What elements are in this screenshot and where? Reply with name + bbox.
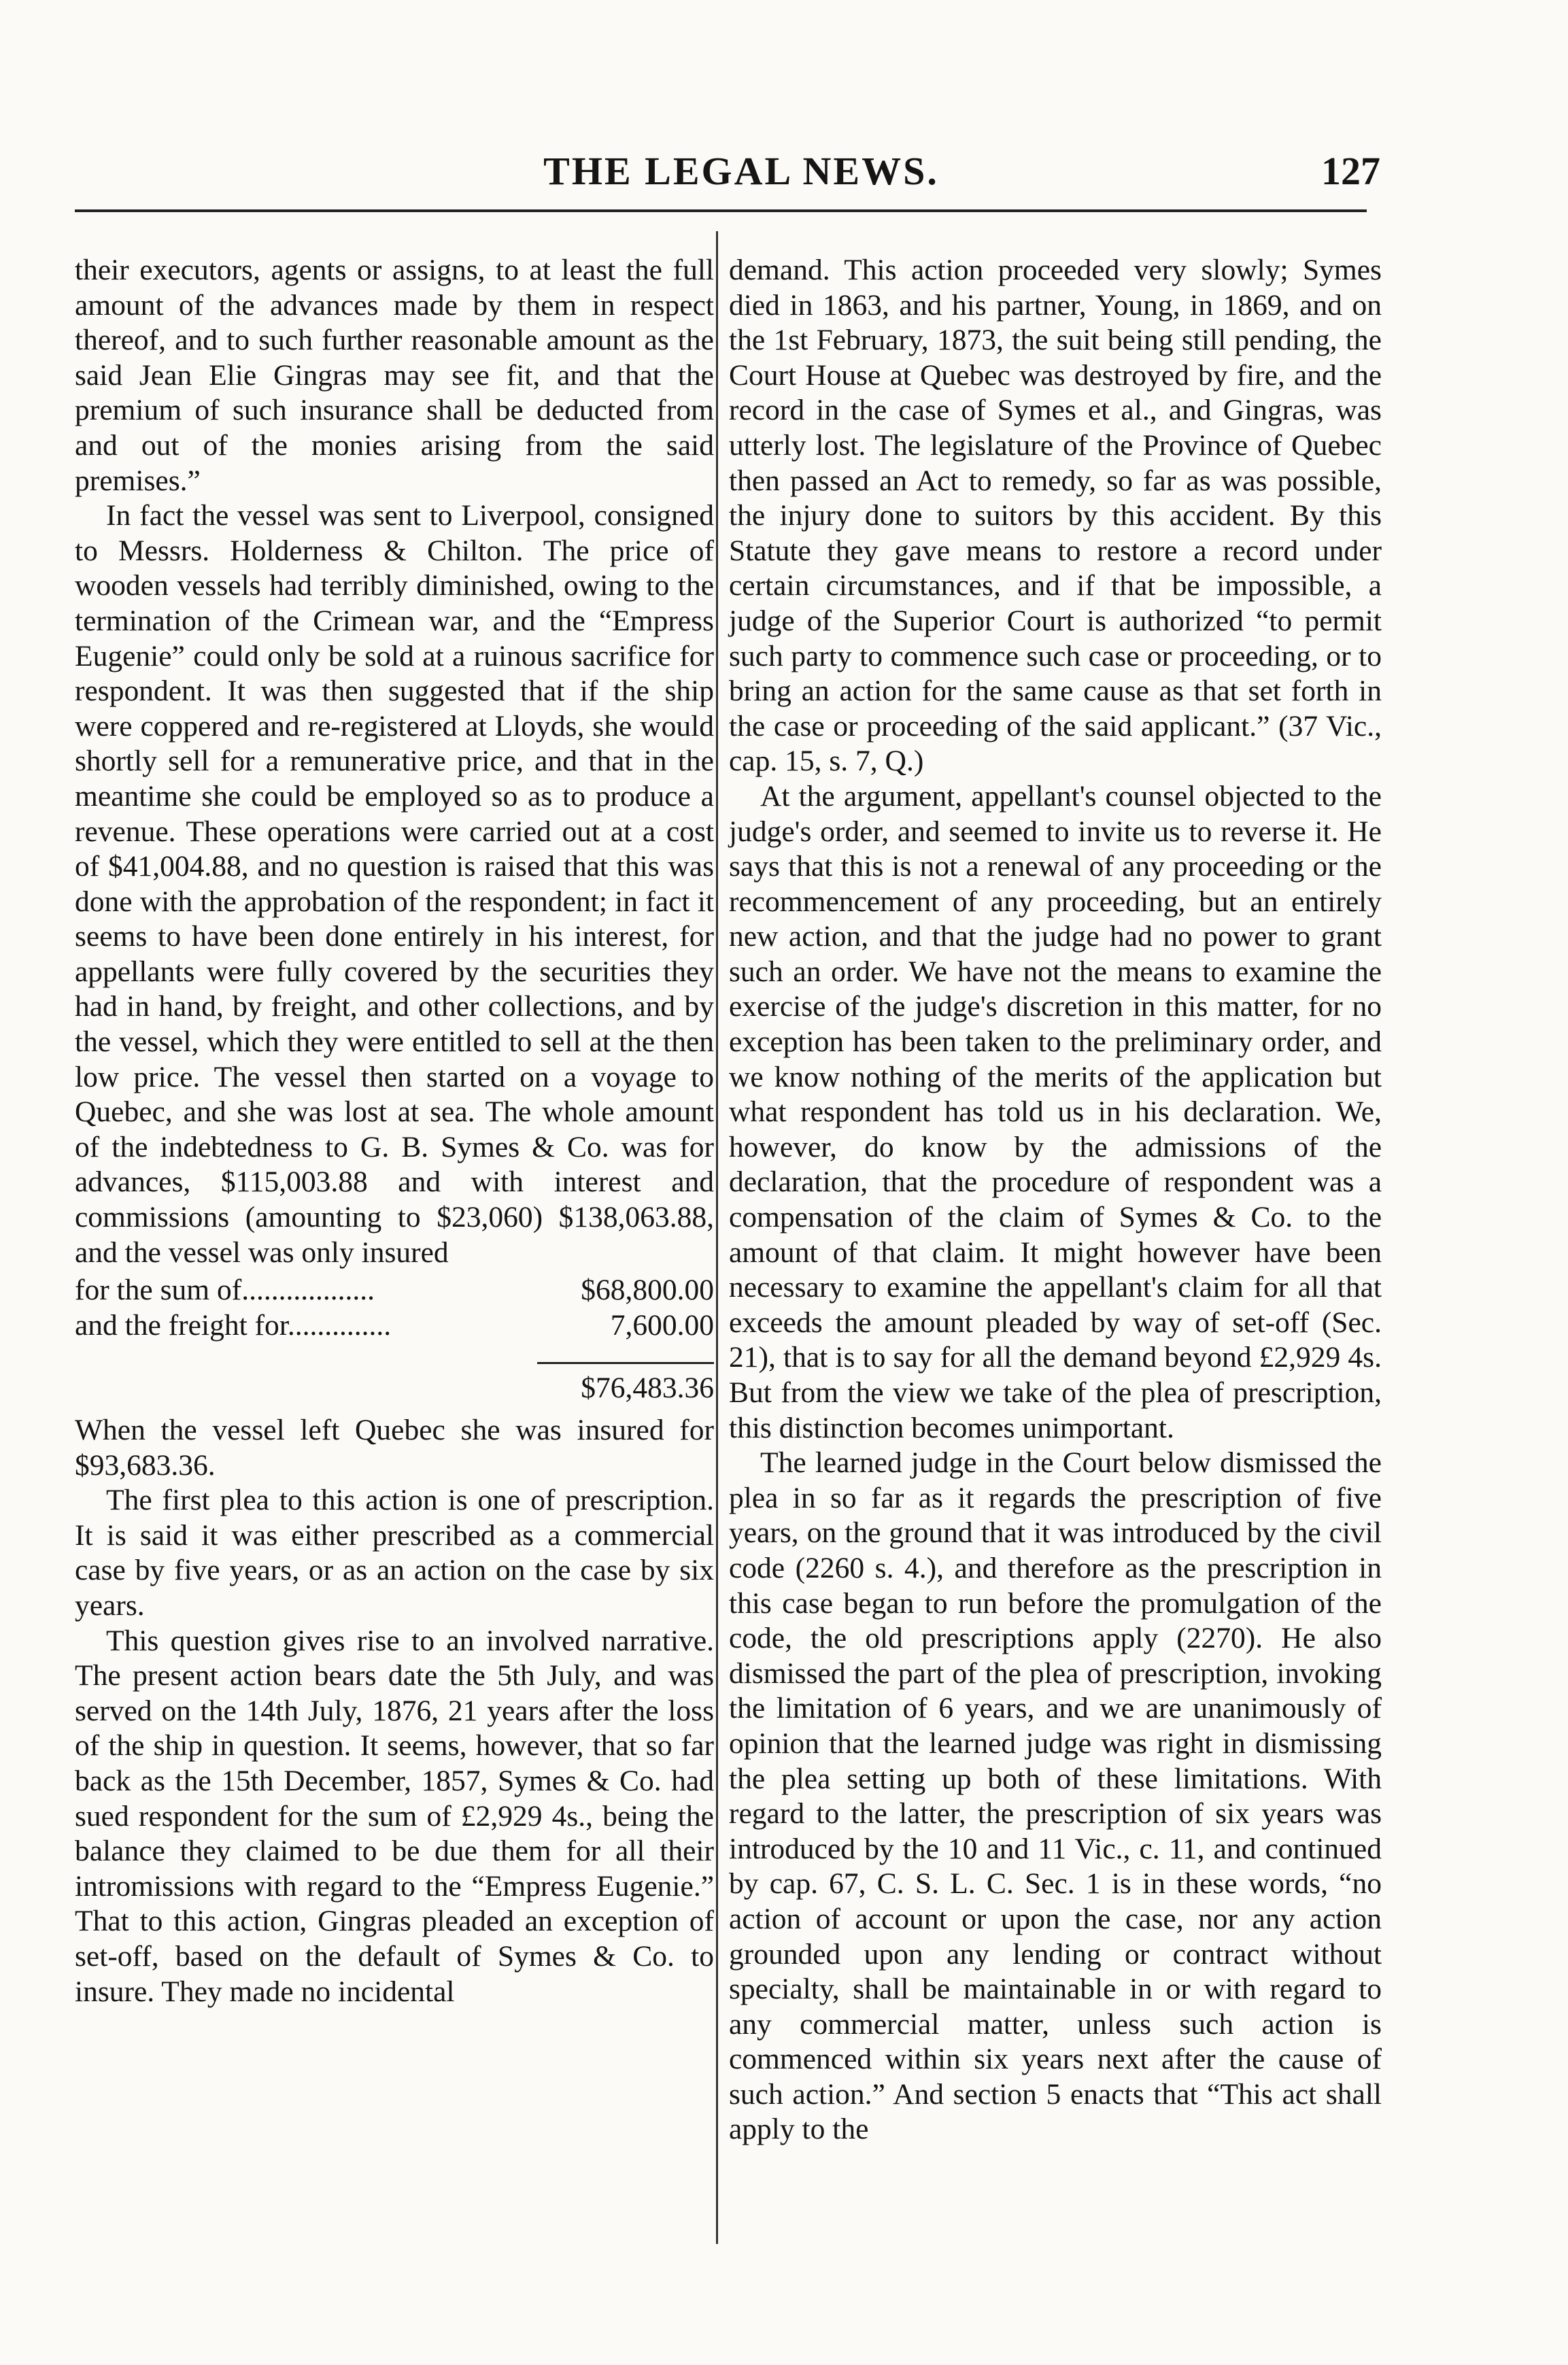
column-divider: [716, 231, 718, 2244]
ledger-label-insured: for the sum of..................: [75, 1274, 375, 1307]
ledger-value-freight: 7,600.00: [610, 1308, 714, 1342]
left-paragraph-4: The first plea to this action is one of prescription. It is said it was either prescribed as a commercial case by five years, or as an action on the case by six years.: [75, 1484, 714, 1622]
right-paragraph-2: At the argument, appellant's counsel objected to the judge's order, and seemed to invite us to reverse it. He says that this is not a renewal of any proceeding or the recommencement of any proceeding, but an entirely new action, and that the judge had no power to grant such an order. We have not the means to examine the exercise of the judge's discretion in this matter, for no exception has been taken to the preliminary order, and we know nothing of the merits of the application but what respondent has told us in his declaration. We, however, do know by the admissions of the declaration, that the procedure of respondent was a compensation of the claim of Symes & Co. to the amount of that claim. It might however have been necessary to examine the appellant's claim for all that exceeds the amount pleaded by way of set-off (Sec. 21), that is to say for all the demand beyond £2,929 4s. But from the view we take of the plea of prescription, this distinction becomes unimportant.: [729, 779, 1382, 1444]
left-paragraph-1: their executors, agents or assigns, to at least the full amount of the advances made by them in respect thereof, and to such further reasonable amount as the said Jean Elie Gingras may see fit, and that the premium of such insurance shall be deducted from and out of the monies arising from the said premises.”: [75, 254, 714, 497]
left-paragraph-3: When the vessel left Quebec she was insured for $93,683.36.: [75, 1414, 714, 1482]
ledger-row-freight: [75, 1308, 714, 1344]
page-header: [75, 148, 1408, 203]
ledger-total: $76,483.36: [537, 1362, 714, 1406]
page-number: 127: [1321, 149, 1380, 193]
insurance-ledger: [75, 1273, 714, 1406]
left-column: [75, 253, 714, 2009]
right-paragraph-3: The learned judge in the Court below dismissed the plea in so far as it regards the prescription of five years, on the ground that it was introduced by the civil code (2260 s. 4.), and therefore as the prescription in this case began to run before the promulgation of the code, the old prescriptions apply (2270). He also dismissed the part of the plea of prescription, invoking the limitation of 6 years, and we are unanimously of opinion that the learned judge was right in dismissing the plea setting up both of these limitations. With regard to the latter, the prescription of six years was introduced by the 10 and 11 Vic., c. 11, and continued by cap. 67, C. S. L. C. Sec. 1 is in these words, “no action of account or upon the case, nor any action grounded upon any lending or contract without specialty, shall be maintainable in or with regard to any commercial matter, unless such action is commenced within six years next after the cause of such action.” And section 5 enacts that “This act shall apply to the: [729, 1446, 1382, 2146]
running-title: THE LEGAL NEWS.: [543, 149, 939, 193]
ledger-label-freight: and the freight for..............: [75, 1308, 392, 1342]
right-paragraph-1: demand. This action proceeded very slowly; Symes died in 1863, and his partner, Young, in 1869, and on the 1st February, 1873, the suit being still pending, the Court House at Quebec was destroyed by fire, and the record in the case of Symes et al., and Gingras, was utterly lost. The legislature of the Province of Quebec then passed an Act to remedy, so far as was possible, the injury done to suitors by this accident. By this Statute they gave means to restore a record under certain circumstances, and if that be impossible, a judge of the Superior Court is authorized “to permit such party to commence such case or proceeding, or to bring an action for the same cause as that set forth in the case or proceeding of the said applicant.” (37 Vic., cap. 15, s. 7, Q.): [729, 254, 1382, 778]
right-column: [729, 253, 1382, 2147]
header-rule: [75, 209, 1367, 212]
left-paragraph-5: This question gives rise to an involved narrative. The present action bears date the 5th July, and was served on the 14th July, 1876, 21 years after the loss of the ship in question. It seems, however, that so far back as the 15th December, 1857, Symes & Co. had sued respondent for the sum of £2,929 4s., being the balance they claimed to be due them for all their intromissions with regard to the “Empress Eugenie.” That to this action, Gingras pleaded an exception of set-off, based on the default of Symes & Co. to insure. They made no incidental: [75, 1624, 714, 2008]
ledger-row-insured: [75, 1273, 714, 1308]
ledger-value-insured: $68,800.00: [581, 1274, 714, 1307]
left-paragraph-2: In fact the vessel was sent to Liverpool, consigned to Messrs. Holderness & Chilton. The price of wooden vessels had terribly diminished, owing to the termination of the Crimean war, and the “Empress Eugenie” could only be sold at a ruinous sacrifice for respondent. It was then suggested that if the ship were coppered and re-registered at Lloyds, she would shortly sell for a remunerative price, and that in the meantime she could be employed so as to produce a revenue. These operations were carried out at a cost of $41,004.88, and no question is raised that this was done with the approbation of the respondent; in fact it seems to have been done entirely in his interest, for appellants were fully covered by the securities they had in hand, by freight, and other collections, and by the vessel, which they were entitled to sell at the then low price. The vessel then started on a voyage to Quebec, and she was lost at sea. The whole amount of the indebtedness to G. B. Symes & Co. was for advances, $115,003.88 and with interest and commissions (amounting to $23,060) $138,063.88, and the vessel was only insured: [75, 499, 714, 1269]
